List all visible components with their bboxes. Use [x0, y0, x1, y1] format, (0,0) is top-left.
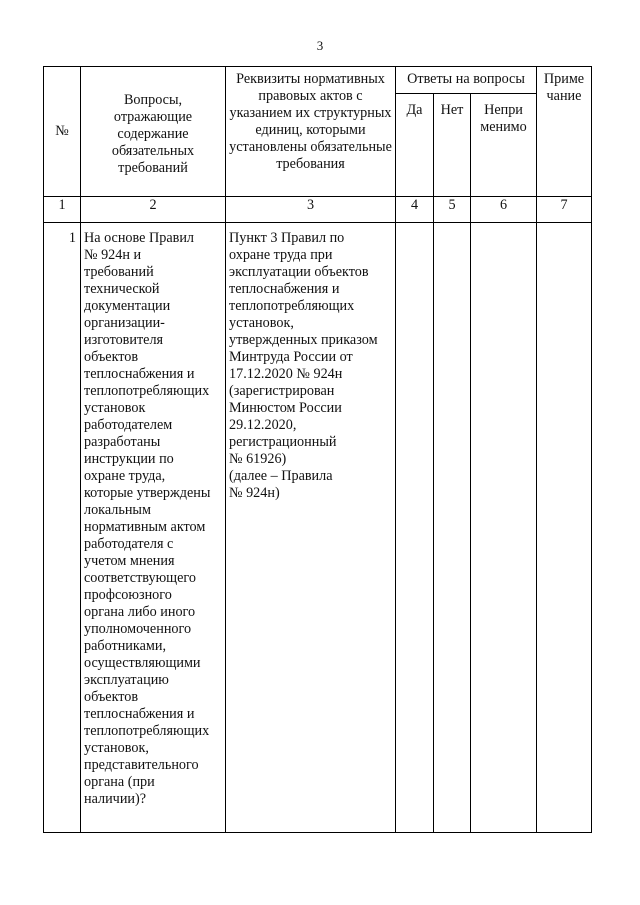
- column-number: 6: [471, 197, 537, 223]
- header-not-applicable: Непри менимо: [471, 94, 537, 197]
- answer-yes-cell[interactable]: [396, 223, 434, 833]
- column-number: 1: [44, 197, 81, 223]
- answer-no-cell[interactable]: [434, 223, 471, 833]
- row-number: 1: [44, 223, 81, 833]
- note-cell[interactable]: [537, 223, 592, 833]
- answer-not-applicable-cell[interactable]: [471, 223, 537, 833]
- table-row: [44, 223, 592, 833]
- checklist-table: [43, 66, 592, 833]
- header-no: Нет: [434, 94, 471, 197]
- header-requisites: Реквизиты нормативных правовых актов с указанием их структурных единиц, которыми установлены обязательные требования: [226, 67, 396, 197]
- header-num: №: [44, 67, 81, 197]
- column-number: 4: [396, 197, 434, 223]
- column-number: 5: [434, 197, 471, 223]
- column-number: 2: [81, 197, 226, 223]
- row-requisites: Пункт 3 Правил по охране труда при эксплуатации объектов теплоснабжения и теплопотребляющих установок, утвержденных приказом Минтруда России от 17.12.2020 № 924н (зарегистрирован Минюстом России 29.12.2020, регистрационный № 61926) (далее – Правила № 924н): [226, 223, 396, 833]
- header-answers: Ответы на вопросы: [396, 67, 537, 94]
- header-yes: Да: [396, 94, 434, 197]
- column-number-row: [44, 197, 592, 223]
- column-number: 7: [537, 197, 592, 223]
- column-number: 3: [226, 197, 396, 223]
- header-note: Приме чание: [537, 67, 592, 197]
- header-question: Вопросы, отражающие содержание обязательных требований: [81, 67, 226, 197]
- header-row-1: [44, 67, 592, 94]
- row-question: На основе Правил № 924н и требований технической документации организации- изготовителя объектов теплоснабжения и теплопотребляющих установок работодателем разработаны инструкции по охране труда, которые утверждены локальным нормативным актом работодателя с учетом мнения соответствующего профсоюзного органа либо иного уполномоченного работниками, осуществляющими эксплуатацию объектов теплоснабжения и теплопотребляющих установок, представительного органа (при наличии)?: [81, 223, 226, 833]
- page-number: 3: [316, 38, 324, 53]
